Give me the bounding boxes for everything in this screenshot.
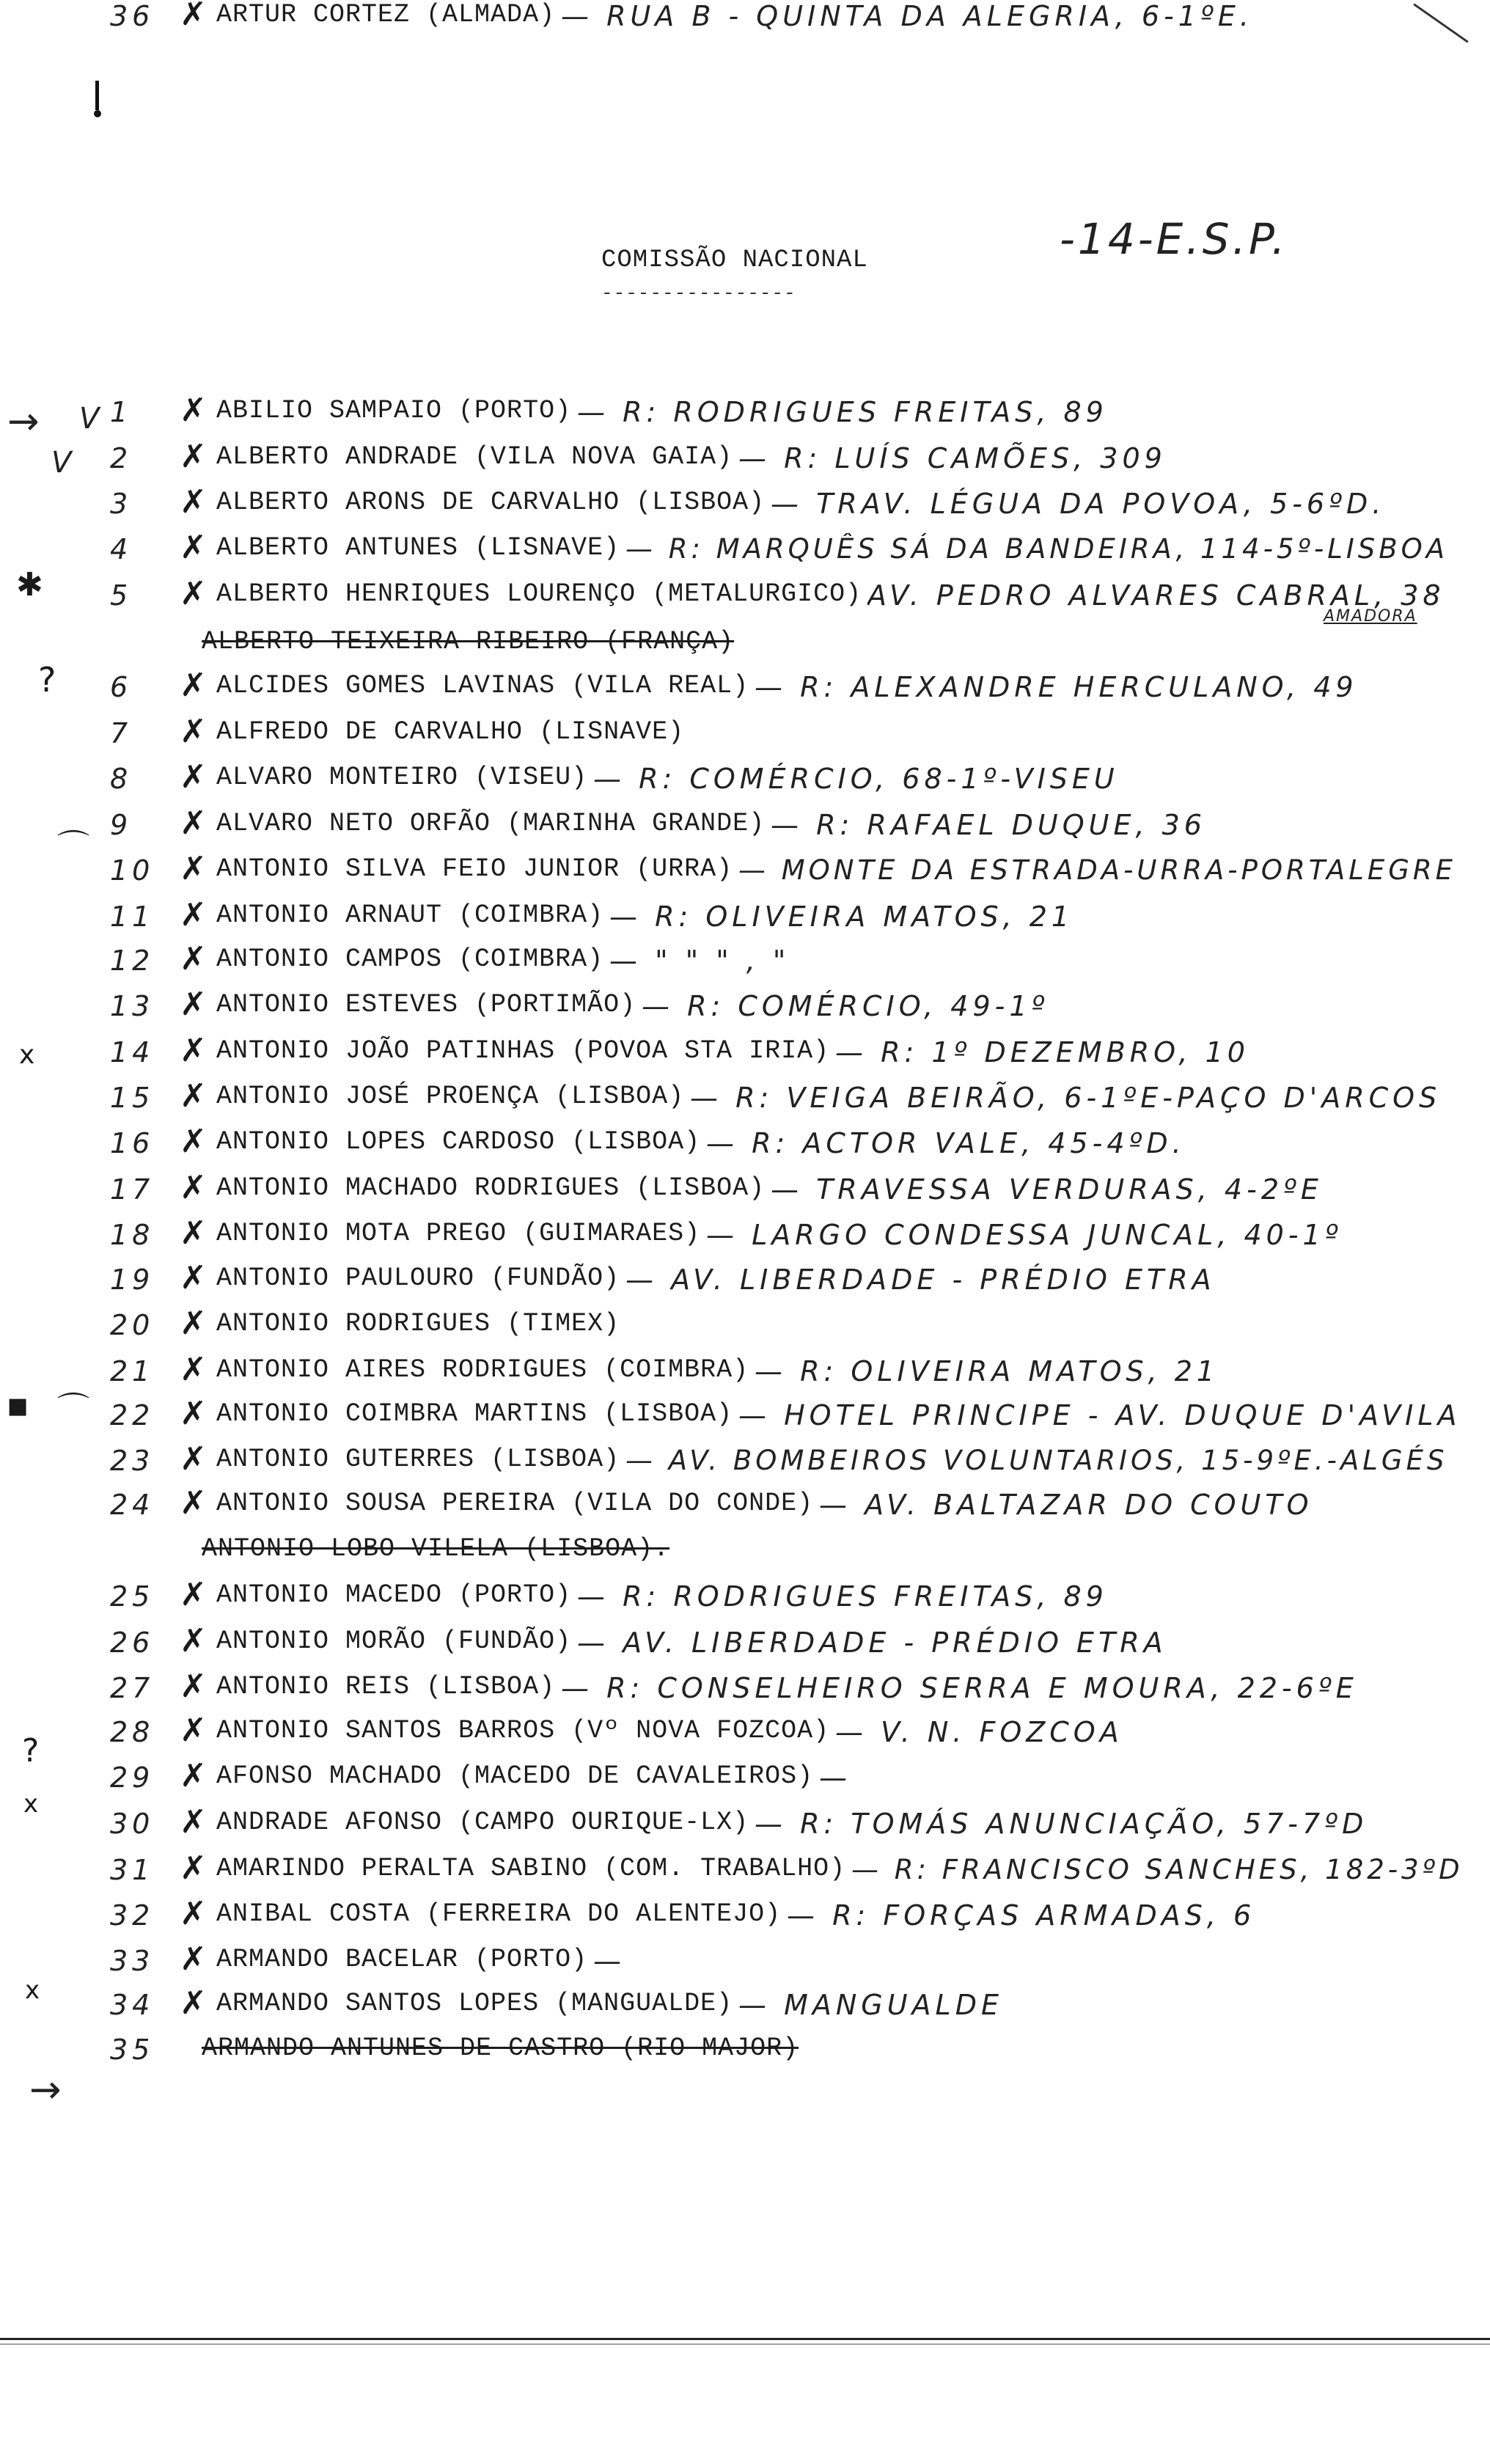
member-name: ANTONIO MORÃO (FUNDÃO) bbox=[216, 1627, 572, 1656]
list-item bbox=[0, 1440, 1490, 1489]
item-number: 12 bbox=[110, 945, 155, 977]
member-name: ALCIDES GOMES LAVINAS (VILA REAL) bbox=[216, 671, 749, 700]
list-item bbox=[0, 438, 1490, 486]
cross-mark-icon: ✗ bbox=[180, 1622, 207, 1660]
item-number: 1 bbox=[110, 396, 133, 428]
member-address: — R: LUÍS CAMÕES, 309 bbox=[738, 442, 1167, 474]
member-address: — R: TOMÁS ANUNCIAÇÃO, 57-7ºD bbox=[755, 1808, 1368, 1840]
item-number: 34 bbox=[110, 1989, 155, 2021]
item-number: 32 bbox=[110, 1899, 155, 1932]
cross-mark-icon: ✗ bbox=[180, 1849, 207, 1887]
cross-mark-icon: ✗ bbox=[180, 483, 207, 521]
cross-mark-icon: ✗ bbox=[180, 850, 207, 887]
member-name: ALVARO MONTEIRO (VISEU) bbox=[216, 763, 588, 792]
member-name: ANTONIO MACEDO (PORTO) bbox=[216, 1580, 572, 1610]
reference-number: -14-E.S.P. bbox=[1060, 214, 1288, 264]
member-address: — R: ACTOR VALE, 45-4ºD. bbox=[706, 1127, 1186, 1159]
member-name: ALBERTO ANTUNES (LISNAVE) bbox=[216, 533, 620, 562]
list-item bbox=[0, 1484, 1490, 1533]
member-name: ANTONIO SILVA FEIO JUNIOR (URRA) bbox=[216, 854, 733, 884]
list-item bbox=[0, 804, 1490, 853]
question-mark-icon: ? bbox=[22, 1732, 40, 1770]
member-address: — HOTEL PRINCIPE - AV. DUQUE D'AVILA bbox=[738, 1399, 1461, 1431]
member-name: ANTONIO COIMBRA MARTINS (LISBOA) bbox=[216, 1399, 733, 1429]
member-name: ANTONIO JOSÉ PROENÇA (LISBOA) bbox=[216, 1082, 685, 1111]
cross-mark-icon: ✗ bbox=[180, 1169, 207, 1206]
member-name: ARMANDO SANTOS LOPES (MANGUALDE) bbox=[216, 1989, 733, 2018]
cross-mark-icon: ✗ bbox=[180, 1940, 207, 1978]
cross-mark-icon: ✗ bbox=[180, 1984, 207, 2022]
item-number: 11 bbox=[110, 901, 155, 933]
item-number: 15 bbox=[110, 1082, 155, 1114]
list-item bbox=[0, 1214, 1490, 1263]
member-name: ALBERTO HENRIQUES LOURENÇO (METALURGICO) bbox=[216, 579, 862, 609]
item-number: 16 bbox=[110, 1127, 155, 1159]
member-name: AMARINDO PERALTA SABINO (COM. TRABALHO) bbox=[216, 1854, 846, 1883]
member-address: — R: ALEXANDRE HERCULANO, 49 bbox=[755, 671, 1358, 703]
member-address: — AV. BALTAZAR DO COUTO bbox=[819, 1489, 1313, 1521]
list-item bbox=[0, 529, 1490, 577]
item-number: 30 bbox=[110, 1808, 155, 1840]
item-number: 20 bbox=[110, 1309, 155, 1341]
item-number: 29 bbox=[110, 1761, 155, 1794]
list-item bbox=[0, 483, 1490, 532]
list-item bbox=[0, 1259, 1490, 1308]
cross-mark-icon: ✗ bbox=[180, 1032, 207, 1069]
item-number: 7 bbox=[110, 717, 133, 749]
member-address: — R: RODRIGUES FREITAS, 89 bbox=[577, 1580, 1108, 1613]
item-number: 13 bbox=[110, 990, 155, 1022]
member-address: — AV. BOMBEIROS VOLUNTARIOS, 15-9ºE.-ALGÉS bbox=[625, 1445, 1448, 1476]
member-address: — AV. LIBERDADE - PRÉDIO ETRA bbox=[625, 1264, 1216, 1296]
list-item bbox=[0, 850, 1490, 898]
member-name: AFONSO MACHADO (MACEDO DE CAVALEIROS) bbox=[216, 1761, 814, 1791]
item-number: 3 bbox=[110, 488, 133, 520]
item-number: 2 bbox=[110, 442, 133, 474]
member-address: — R: OLIVEIRA MATOS, 21 bbox=[609, 901, 1074, 933]
item-number: 6 bbox=[110, 671, 133, 703]
cross-mark-icon: ✗ bbox=[180, 1668, 207, 1705]
item-number: 5 bbox=[110, 579, 133, 612]
list-item bbox=[0, 2034, 1490, 2078]
member-address: — R: VEIGA BEIRÃO, 6-1ºE-PAÇO D'ARCOS bbox=[690, 1082, 1442, 1114]
member-name: ANTONIO LOPES CARDOSO (LISBOA) bbox=[216, 1127, 701, 1156]
check-mark-v: V bbox=[51, 446, 76, 480]
list-item bbox=[0, 1984, 1490, 2033]
item-number: 8 bbox=[110, 763, 133, 795]
cross-mark-icon: ✗ bbox=[180, 667, 207, 704]
list-item bbox=[0, 1712, 1490, 1760]
cross-mark-icon: ✗ bbox=[180, 986, 207, 1023]
member-address: — MONTE DA ESTRADA-URRA-PORTALEGRE bbox=[738, 854, 1456, 886]
cross-mark-icon: ✗ bbox=[180, 1757, 207, 1794]
list-item bbox=[0, 1305, 1490, 1353]
cross-mark-icon: ✗ bbox=[180, 529, 207, 566]
cross-mark-icon: ✗ bbox=[180, 1395, 207, 1432]
list-item bbox=[0, 1169, 1490, 1217]
cross-mark-icon: ✗ bbox=[180, 438, 207, 475]
cross-mark-icon: ✗ bbox=[180, 1803, 207, 1841]
list-item bbox=[0, 986, 1490, 1034]
cross-mark-icon: ✗ bbox=[180, 1440, 207, 1478]
cross-mark-icon: ✗ bbox=[180, 1259, 207, 1297]
member-name: ALBERTO ARONS DE CARVALHO (LISBOA) bbox=[216, 488, 766, 517]
member-address: — R: OLIVEIRA MATOS, 21 bbox=[755, 1355, 1219, 1387]
list-item bbox=[0, 1123, 1490, 1171]
item-number: 9 bbox=[110, 809, 133, 841]
ink-blot-mark: ■ bbox=[7, 1393, 29, 1419]
list-item bbox=[0, 1351, 1490, 1399]
item-number: 27 bbox=[110, 1672, 155, 1704]
item-number: 14 bbox=[110, 1036, 155, 1068]
member-name: ANTONIO AIRES RODRIGUES (COIMBRA) bbox=[216, 1355, 749, 1385]
member-address: — " " " , " bbox=[609, 945, 790, 977]
list-item bbox=[0, 1077, 1490, 1126]
item-number: 26 bbox=[110, 1627, 155, 1659]
member-name: ANDRADE AFONSO (CAMPO OURIQUE-LX) bbox=[216, 1808, 749, 1837]
member-name: ANTONIO MOTA PREGO (GUIMARAES) bbox=[216, 1219, 701, 1248]
list-item bbox=[0, 1576, 1490, 1624]
member-address: — R: RODRIGUES FREITAS, 89 bbox=[577, 396, 1108, 428]
list-item bbox=[0, 575, 1490, 623]
member-address: — R: MARQUÊS SÁ DA BANDEIRA, 114-5º-LISBOA bbox=[625, 533, 1449, 565]
item-number: 22 bbox=[110, 1399, 155, 1431]
member-address: — TRAVESSA VERDURAS, 4-2ºE bbox=[771, 1173, 1323, 1206]
list-item bbox=[0, 1032, 1490, 1080]
list-item bbox=[0, 896, 1490, 945]
member-name: ALVARO NETO ORFÃO (MARINHA GRANDE) bbox=[216, 809, 766, 838]
page-title: COMISSÃO NACIONAL bbox=[601, 246, 868, 274]
cross-mark-icon: ✗ bbox=[180, 0, 207, 33]
title-underline: ---------------- bbox=[601, 282, 796, 304]
list-item bbox=[0, 1940, 1490, 1989]
item-number: 21 bbox=[110, 1355, 155, 1387]
member-address: — TRAV. LÉGUA DA POVOA, 5-6ºD. bbox=[771, 488, 1386, 520]
item-number: 28 bbox=[110, 1716, 155, 1748]
arrow-icon: → bbox=[29, 2068, 66, 2112]
member-name: ANTONIO SANTOS BARROS (Vº NOVA FOZCOA) bbox=[216, 1716, 830, 1745]
member-name: ARTUR CORTEZ (ALMADA) bbox=[216, 0, 556, 29]
member-name: ALBERTO ANDRADE (VILA NOVA GAIA) bbox=[216, 442, 733, 472]
cross-mark-icon: ✗ bbox=[180, 1712, 207, 1749]
cross-mark-icon: ✗ bbox=[180, 713, 207, 750]
list-item bbox=[0, 667, 1490, 715]
member-name: ANTONIO CAMPOS (COIMBRA) bbox=[216, 945, 604, 974]
check-mark-v: V bbox=[79, 402, 104, 436]
member-address: — R: COMÉRCIO, 49-1º bbox=[642, 990, 1049, 1022]
list-item bbox=[0, 1534, 1490, 1578]
list-item bbox=[0, 1622, 1490, 1671]
member-name: ANTONIO LOBO VILELA (LISBOA). bbox=[202, 1534, 670, 1563]
member-name: ANTONIO GUTERRES (LISBOA) bbox=[216, 1445, 620, 1474]
member-name: ANTONIO ARNAUT (COIMBRA) bbox=[216, 901, 604, 930]
member-address: — R: COMÉRCIO, 68-1º-VISEU bbox=[593, 763, 1119, 795]
item-number: 24 bbox=[110, 1489, 155, 1521]
cross-mark-icon: ✗ bbox=[180, 1077, 207, 1115]
cross-mark-icon: ✗ bbox=[180, 575, 207, 612]
cross-mark-icon: ✗ bbox=[180, 1576, 207, 1613]
item-number: 35 bbox=[110, 2034, 155, 2066]
cross-mark-icon: ✗ bbox=[180, 1351, 207, 1388]
item-number: 31 bbox=[110, 1854, 155, 1886]
member-name: ANTONIO JOÃO PATINHAS (POVOA STA IRIA) bbox=[216, 1036, 830, 1066]
item-number: 18 bbox=[110, 1219, 155, 1251]
cross-mark-icon: ✗ bbox=[180, 392, 207, 429]
list-item bbox=[0, 713, 1490, 761]
list-item bbox=[0, 758, 1490, 807]
list-item bbox=[0, 0, 1490, 44]
bracket-mark: ⌒ bbox=[57, 1390, 89, 1428]
member-name: ALBERTO TEIXEIRA RIBEIRO (FRANÇA) bbox=[202, 627, 735, 656]
member-address: — V. N. FOZCOA bbox=[835, 1716, 1123, 1748]
list-item bbox=[0, 1803, 1490, 1852]
member-address: — R: FORÇAS ARMADAS, 6 bbox=[787, 1899, 1256, 1932]
cross-mark-icon: ✗ bbox=[180, 1123, 207, 1160]
list-item bbox=[0, 392, 1490, 440]
list-item bbox=[0, 1849, 1490, 1898]
list-item bbox=[0, 1757, 1490, 1805]
member-name: ABILIO SAMPAIO (PORTO) bbox=[216, 396, 572, 425]
member-name: ANTONIO MACHADO RODRIGUES (LISBOA) bbox=[216, 1173, 766, 1203]
cross-mark-icon: ✗ bbox=[180, 940, 207, 978]
item-number: 25 bbox=[110, 1580, 155, 1613]
cross-mark-icon: ✗ bbox=[180, 896, 207, 934]
item-number: 23 bbox=[110, 1445, 155, 1477]
cross-mark-icon: ✗ bbox=[180, 758, 207, 796]
bracket-mark: ⌒ bbox=[57, 828, 89, 865]
question-mark-icon: ? bbox=[38, 660, 56, 700]
x-mark: x bbox=[25, 1976, 40, 2005]
item-number: 10 bbox=[110, 854, 155, 887]
x-mark: x bbox=[23, 1789, 39, 1819]
cross-mark-icon: ✗ bbox=[180, 1895, 207, 1932]
asterisk-icon: ✱ bbox=[16, 566, 43, 604]
item-number: 33 bbox=[110, 1945, 155, 1977]
member-name: ALFREDO DE CARVALHO (LISNAVE) bbox=[216, 717, 685, 747]
member-address: — R: FRANCISCO SANCHES, 182-3ºD bbox=[851, 1854, 1464, 1885]
item-number: 17 bbox=[110, 1173, 155, 1206]
item-number: 4 bbox=[110, 533, 133, 565]
member-name: ANIBAL COSTA (FERREIRA DO ALENTEJO) bbox=[216, 1899, 782, 1929]
member-address: — bbox=[819, 1761, 851, 1794]
member-address: — R: CONSELHEIRO SERRA E MOURA, 22-6ºE bbox=[561, 1672, 1358, 1704]
member-address: — bbox=[593, 1945, 625, 1977]
member-name: ANTONIO ESTEVES (PORTIMÃO) bbox=[216, 990, 636, 1019]
member-address: — LARGO CONDESSA JUNCAL, 40-1º bbox=[706, 1219, 1343, 1251]
list-item bbox=[0, 627, 1490, 671]
member-name: ANTONIO PAULOURO (FUNDÃO) bbox=[216, 1264, 620, 1293]
item-number: 36 bbox=[110, 0, 155, 32]
cross-mark-icon: ✗ bbox=[180, 804, 207, 842]
member-address: — MANGUALDE bbox=[738, 1989, 1003, 2021]
list-item bbox=[0, 1668, 1490, 1716]
member-address: — R: 1º DEZEMBRO, 10 bbox=[835, 1036, 1249, 1068]
member-address: — AV. LIBERDADE - PRÉDIO ETRA bbox=[577, 1627, 1167, 1659]
member-name: ANTONIO RODRIGUES (TIMEX) bbox=[216, 1309, 620, 1338]
member-address: AV. PEDRO ALVARES CABRAL, 38 bbox=[867, 579, 1445, 612]
member-name: ANTONIO SOUSA PEREIRA (VILA DO CONDE) bbox=[216, 1489, 814, 1518]
item-number: 19 bbox=[110, 1264, 155, 1296]
cross-mark-icon: ✗ bbox=[180, 1305, 207, 1342]
cross-mark-icon: ✗ bbox=[180, 1214, 207, 1252]
member-name: ARMANDO BACELAR (PORTO) bbox=[216, 1945, 588, 1974]
divider bbox=[0, 2338, 1490, 2340]
arrow-icon: → bbox=[7, 400, 44, 444]
list-item bbox=[0, 1895, 1490, 1943]
list-item bbox=[0, 940, 1490, 989]
list-item bbox=[0, 1395, 1490, 1443]
member-name: ARMANDO ANTUNES DE CASTRO (RIO MAJOR) bbox=[202, 2034, 799, 2063]
member-name: ANTONIO REIS (LISBOA) bbox=[216, 1672, 556, 1701]
member-address: — R: RAFAEL DUQUE, 36 bbox=[771, 809, 1206, 841]
cross-mark-icon: ✗ bbox=[180, 1484, 207, 1522]
x-mark: x bbox=[19, 1040, 35, 1070]
margin-note: AMADORA bbox=[1324, 607, 1417, 626]
member-address: — RUA B - QUINTA DA ALEGRIA, 6-1ºE. bbox=[561, 0, 1253, 32]
